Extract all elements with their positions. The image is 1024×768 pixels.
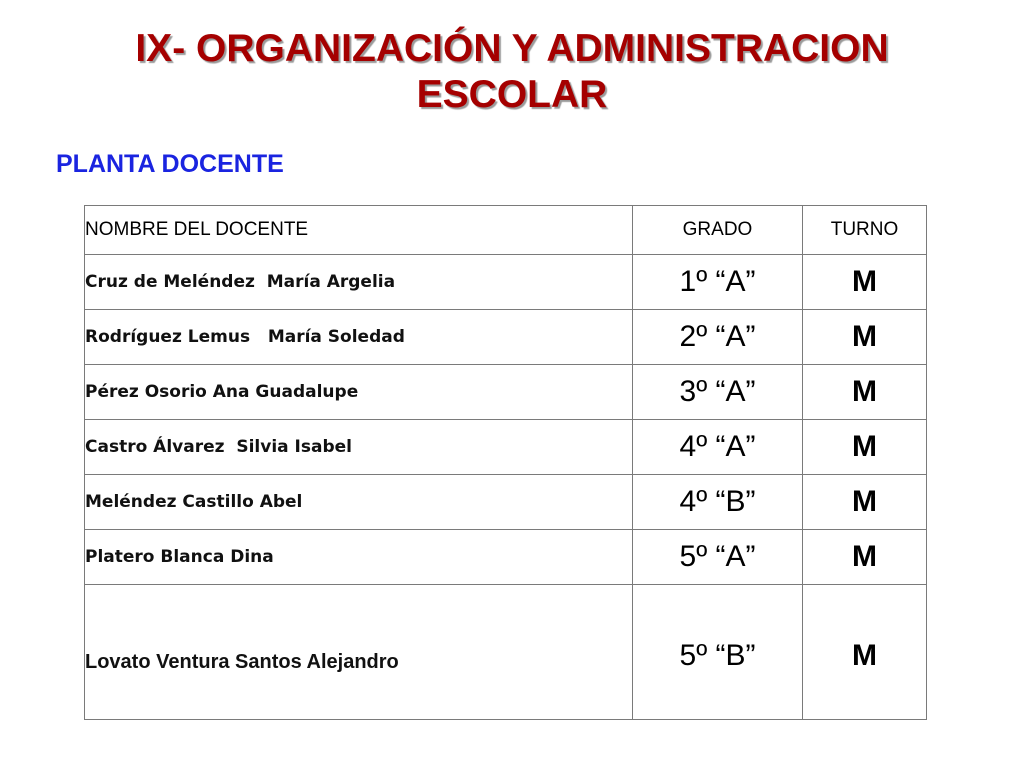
teacher-name: Cruz de Meléndez María Argelia <box>85 255 633 310</box>
table-row <box>85 255 927 310</box>
table-row <box>85 420 927 475</box>
teacher-name: Platero Blanca Dina <box>85 530 633 585</box>
teacher-shift: M <box>803 530 927 585</box>
teacher-name: Meléndez Castillo Abel <box>85 475 633 530</box>
teacher-shift: M <box>803 365 927 420</box>
table-row <box>85 585 927 720</box>
teacher-shift: M <box>803 255 927 310</box>
table-row <box>85 310 927 365</box>
teacher-name: Lovato Ventura Santos Alejandro <box>85 585 633 720</box>
teacher-grade: 3º “A” <box>633 365 803 420</box>
teacher-grade: 2º “A” <box>633 310 803 365</box>
table-row <box>85 530 927 585</box>
teacher-shift: M <box>803 585 927 720</box>
teacher-name: Castro Álvarez Silvia Isabel <box>85 420 633 475</box>
teacher-grade: 5º “B” <box>633 585 803 720</box>
table-row <box>85 475 927 530</box>
table-header-row <box>85 206 927 255</box>
header-name: NOMBRE DEL DOCENTE <box>85 206 633 255</box>
teacher-grade: 1º “A” <box>633 255 803 310</box>
header-shift: TURNO <box>803 206 927 255</box>
slide-title-line-2: ESCOLAR <box>416 73 608 116</box>
teacher-table <box>84 205 927 720</box>
header-grade: GRADO <box>633 206 803 255</box>
teacher-shift: M <box>803 310 927 365</box>
teacher-name: Rodríguez Lemus María Soledad <box>85 310 633 365</box>
teacher-shift: M <box>803 475 927 530</box>
table-row <box>85 365 927 420</box>
teacher-shift: M <box>803 420 927 475</box>
slide-title-line-1: IX- ORGANIZACIÓN Y ADMINISTRACION <box>135 27 889 70</box>
slide-title <box>0 26 1024 118</box>
teacher-grade: 4º “B” <box>633 475 803 530</box>
teacher-grade: 4º “A” <box>633 420 803 475</box>
section-heading: PLANTA DOCENTE <box>56 150 284 178</box>
teacher-grade: 5º “A” <box>633 530 803 585</box>
teacher-name: Pérez Osorio Ana Guadalupe <box>85 365 633 420</box>
